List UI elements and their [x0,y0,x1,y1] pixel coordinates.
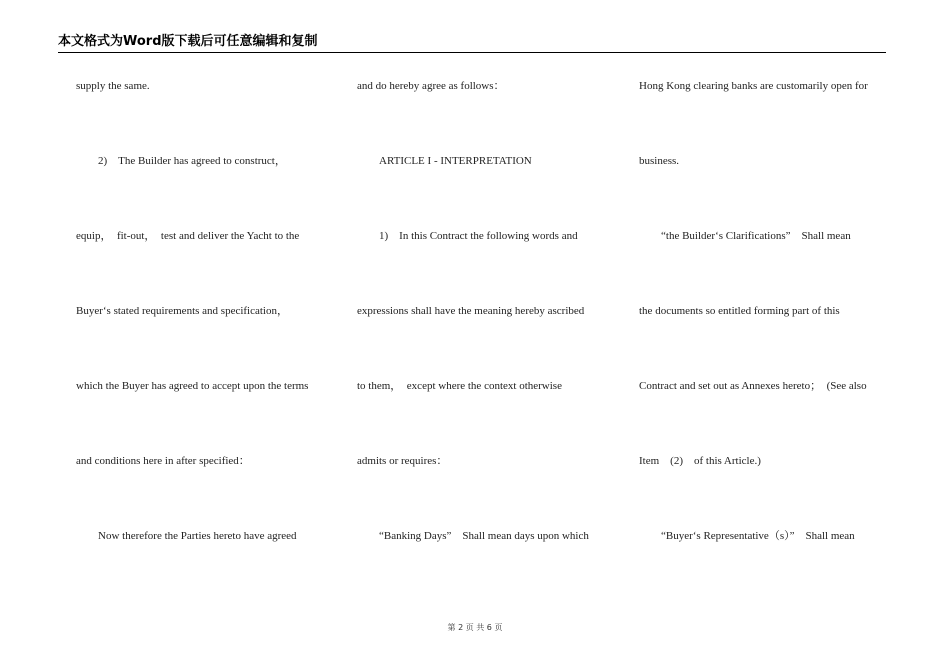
text-line: the documents so entitled forming part of this [639,305,840,317]
text-line: “Buyer‘s Representative（s）” Shall mean [639,530,855,542]
text-line: equip， fit-out， test and deliver the Yacht to the [76,230,300,242]
text-line: Buyer‘s stated requirements and specification， [76,305,288,317]
text-line: and do hereby agree as follows： [357,80,505,92]
text-line: which the Buyer has agreed to accept upon the terms [76,380,309,392]
text-line: Item (2) of this Article.) [639,455,761,467]
text-column-2 [357,0,617,600]
article-heading: ARTICLE I - INTERPRETATION [357,155,532,167]
header-title: 本文格式为Word版下载后可任意编辑和复制 [58,34,318,49]
text-line: business. [639,155,680,167]
text-line: “the Builder‘s Clarifications” Shall mean [639,230,851,242]
text-line: Contract and set out as Annexes hereto； (See also [639,380,867,392]
page-number: 第 2 页 共 6 页 [447,623,503,632]
text-line: 2) The Builder has agreed to construct， [76,155,286,167]
text-line: Now therefore the Parties hereto have agreed [76,530,297,542]
text-line: supply the same. [76,80,150,92]
text-line: Hong Kong clearing banks are customarily open for [639,80,868,92]
text-line: and conditions here in after specified： [76,455,250,467]
text-column-1 [76,0,336,600]
text-line: 1) In this Contract the following words and [357,230,578,242]
text-line: admits or requires： [357,455,448,467]
text-column-3 [639,0,899,600]
text-line: to them， except where the context otherwise [357,380,562,392]
text-line: expressions shall have the meaning hereby ascribed [357,305,585,317]
text-line: “Banking Days” Shall mean days upon which [357,530,589,542]
